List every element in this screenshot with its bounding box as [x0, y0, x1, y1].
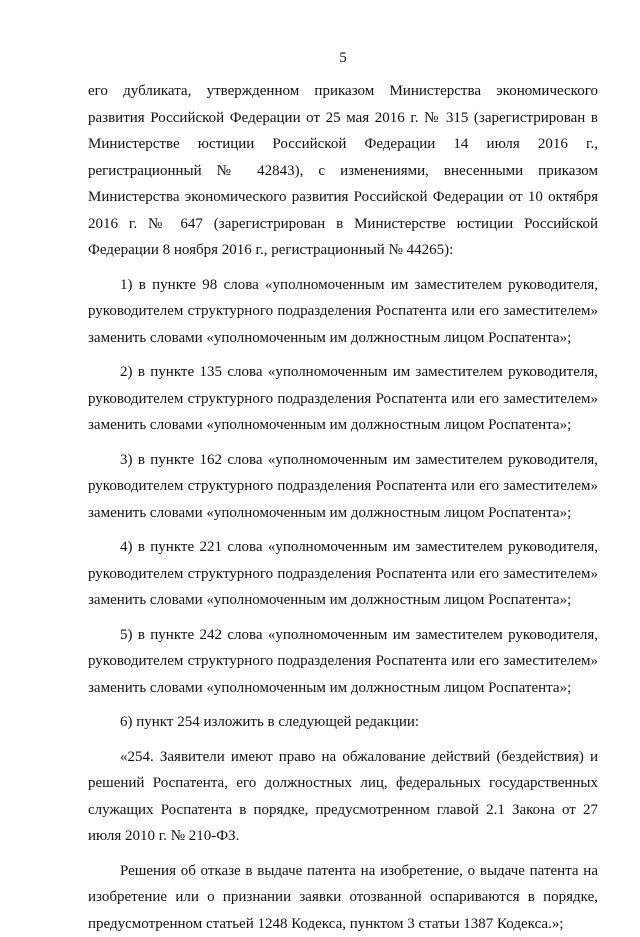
paragraph-item-2: 2) в пункте 135 слова «уполномоченным им заместителем руководителя, руководителем структурного подразделения Роспатента или его заместителем» заменить словами «уполномоченным им должностным лицом Роспатента»; [88, 359, 598, 439]
paragraph-clause-254-decisions: Решения об отказе в выдаче патента на изобретение, о выдаче патента на изобретение или о признании заявки отозванной оспариваются в порядке, предусмотренном статьей 1248 Кодекса, пунктом 3 статьи 1387 Кодекса.»; [88, 858, 598, 937]
paragraph-item-3: 3) в пункте 162 слова «уполномоченным им заместителем руководителя, руководителем структурного подразделения Роспатента или его заместителем» заменить словами «уполномоченным им должностным лицом Роспатента»; [88, 447, 598, 527]
paragraph-clause-254: «254. Заявители имеют право на обжалование действий (бездействия) и решений Роспатента, его должностных лиц, федеральных государственных служащих Роспатента в порядке, предусмотренном главой 2.1 Закона от 27 июля 2010 г. № 210-ФЗ. [88, 744, 598, 850]
page-number: 5 [88, 46, 598, 70]
paragraph-item-6: 6) пункт 254 изложить в следующей редакции: [88, 709, 598, 736]
paragraph-item-4: 4) в пункте 221 слова «уполномоченным им заместителем руководителя, руководителем структурного подразделения Роспатента или его заместителем» заменить словами «уполномоченным им должностным лицом Роспатента»; [88, 534, 598, 614]
paragraph-item-1: 1) в пункте 98 слова «уполномоченным им заместителем руководителя, руководителем структурного подразделения Роспатента или его заместителем» заменить словами «уполномоченным им должностным лицом Роспатента»; [88, 272, 598, 352]
paragraph-intro: его дубликата, утвержденном приказом Министерства экономического развития Российской Федерации от 25 мая 2016 г. № 315 (зарегистрирован в Министерстве юстиции Российской Федерации 14 июля 2016 г., регистрационный № 42843), с изменениями, внесенными приказом Министерства экономического развития Российской Федерации от 10 октября 2016 г. № 647 (зарегистрирован в Министерстве юстиции Российской Федерации 8 ноября 2016 г., регистрационный № 44265): [88, 78, 598, 264]
paragraph-item-5: 5) в пункте 242 слова «уполномоченным им заместителем руководителя, руководителем структурного подразделения Роспатента или его заместителем» заменить словами «уполномоченным им должностным лицом Роспатента»; [88, 622, 598, 702]
